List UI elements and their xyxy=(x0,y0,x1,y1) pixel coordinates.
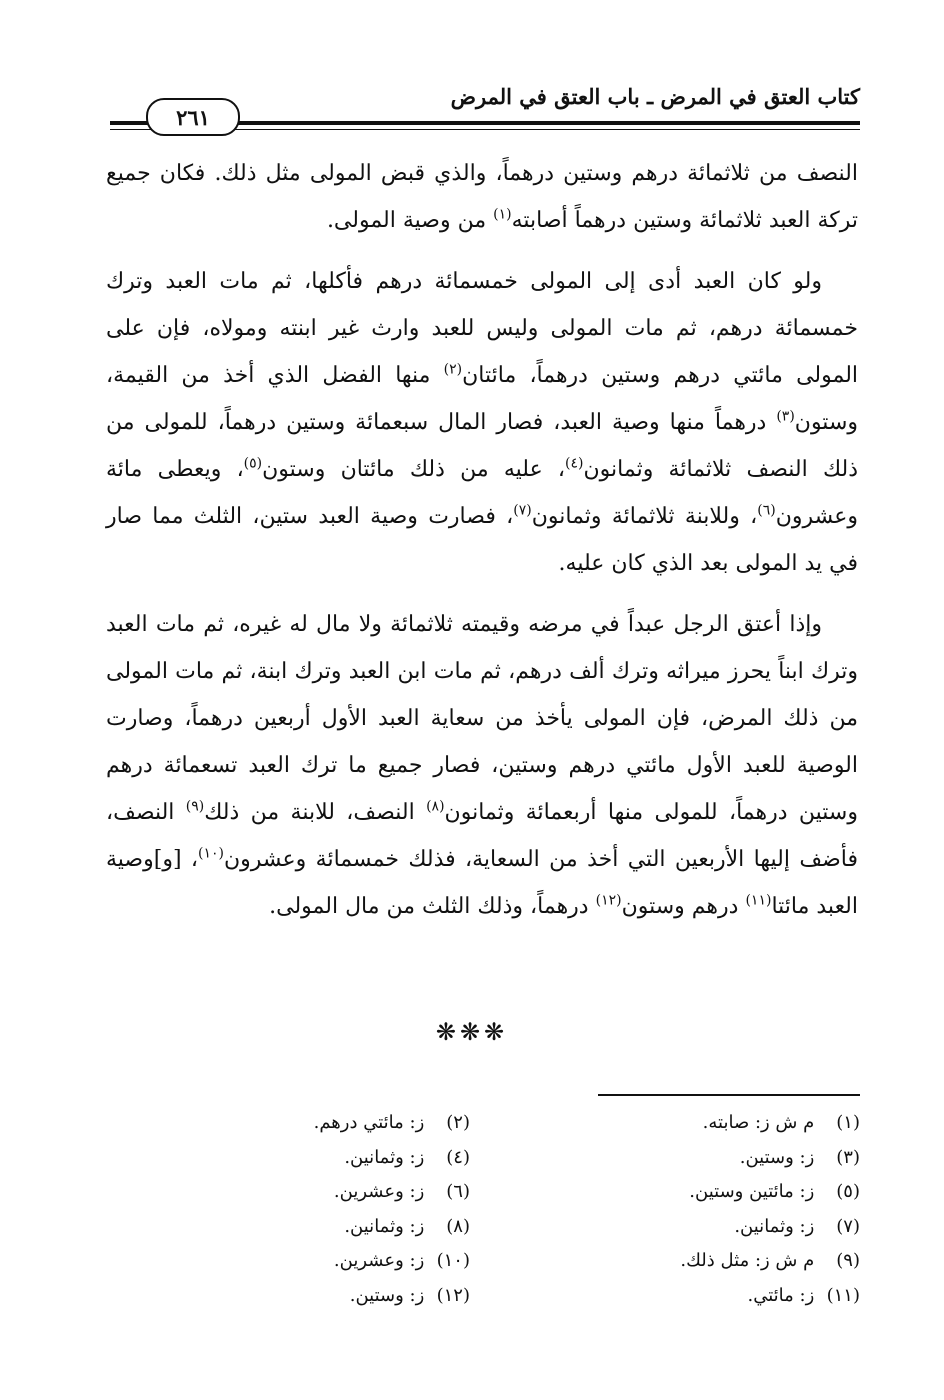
footnote-number: (١٢) xyxy=(436,1284,470,1306)
text-run: ولو كان العبد أدى إلى المولى خمسمائة درهم فأكلها، ثم مات العبد وترك خمسمائة درهم، ثم مات المولى وليس للعبد وارث غير ابنته ومولاه، فإن على المولى مائتي درهم وستين درهماً، مائتان xyxy=(106,269,859,388)
footnote-item xyxy=(150,1175,470,1210)
text-run: درهماً منها وصية العبد، فصار المال سبعمائة وستين درهماً، للمولى من ذلك النصف ثلاثمائة وثمانون xyxy=(106,410,858,482)
paragraph-1 xyxy=(106,150,858,244)
text-run: ، [و]وصية العبد مائتا xyxy=(106,847,858,919)
footnote-rule xyxy=(598,1094,860,1096)
text-run: درهماً، وذلك الثلث من مال المولى. xyxy=(269,894,596,919)
footnote-text: م ش ز: صابته. xyxy=(702,1112,815,1133)
footnote-ref: (٢) xyxy=(443,361,463,378)
footnote-item xyxy=(150,1141,470,1176)
footnote-ref: (٥) xyxy=(243,455,263,472)
footnote-number: (٢) xyxy=(446,1112,470,1133)
paragraph-2 xyxy=(106,258,858,587)
footnote-item xyxy=(150,1279,470,1314)
text-run: النصف من ثلاثمائة درهم وستين درهماً، والذي قبض المولى مثل ذلك. فكان جميع تركة العبد ثلاثمائة وستين درهماً أصابته xyxy=(106,161,858,233)
footnote-item xyxy=(540,1141,860,1176)
footnote-text: ز: وثمانين. xyxy=(344,1215,425,1237)
footnote-ref: (١٢) xyxy=(595,892,622,909)
text-run: من وصية المولى. xyxy=(326,208,494,233)
footnote-number: (٨) xyxy=(446,1215,470,1237)
footnote-number: (٩) xyxy=(836,1250,860,1271)
footnote-number: (١) xyxy=(836,1112,860,1133)
footnote-text: ز: وثمانين. xyxy=(734,1215,815,1237)
footnote-number: (٦) xyxy=(446,1181,470,1202)
text-run: درهم وستون xyxy=(621,894,746,919)
running-title: كتاب العتق في المرض ـ باب العتق في المرض xyxy=(450,84,860,109)
footnote-ref: (٩) xyxy=(185,798,205,815)
footnote-ref: (٤) xyxy=(565,455,584,472)
footnote-number: (١١) xyxy=(826,1284,860,1306)
footnote-item xyxy=(540,1244,860,1279)
footnote-ref: (٨) xyxy=(426,798,445,815)
page-number xyxy=(146,98,240,136)
footnote-item xyxy=(150,1106,470,1141)
footnote-text: ز: وثمانين. xyxy=(344,1146,425,1168)
footnote-number: (٧) xyxy=(836,1215,860,1237)
footnote-item xyxy=(540,1106,860,1141)
footnote-item xyxy=(150,1244,470,1279)
footnote-text: ز: مائتي درهم. xyxy=(313,1112,425,1133)
text-run: ، فصارت وصية العبد ستين، الثلث مما صار في يد المولى بعد الذي كان عليه. xyxy=(106,504,858,576)
paragraph-3 xyxy=(106,601,858,930)
footnote-text: ز: مائتي. xyxy=(747,1284,815,1306)
footnote-item xyxy=(540,1279,860,1314)
text-run: ، وللابنة ثلاثمائة وثمانون xyxy=(531,504,758,529)
body-text xyxy=(106,150,858,930)
footnote-number: (٤) xyxy=(446,1146,470,1168)
text-run: وإذا أعتق الرجل عبداً في مرضه وقيمته ثلاثمائة ولا مال له غيره، ثم مات العبد وترك ابناً يحرز ميراثه وترك ألف درهم، ثم مات ابن العبد وترك ابنة، ثم مات المولى من ذلك المرض، فإن المولى يأخذ من سعاية العبد الأول أربعين درهماً، وصارت الوصية للعبد الأول مائتي درهم وستين، فصار جميع ما ترك العبد تسعمائة درهم وستين درهماً، للمولى منها أربعمائة وثمانون xyxy=(106,612,858,825)
text-run: منها الفضل الذي أخذ من القيمة، وستون xyxy=(106,363,858,435)
footnote-item xyxy=(540,1175,860,1210)
footnote-ref: (٣) xyxy=(776,408,795,425)
footnote-ref: (١١) xyxy=(745,892,772,909)
page-number-text: ٢٦١ xyxy=(176,104,210,130)
footnote-text: ز: وستين. xyxy=(349,1284,425,1306)
footnote-text: م ش ز: مثل ذلك. xyxy=(680,1250,815,1271)
text-run: ، عليه من ذلك مائتان وستون xyxy=(262,457,566,482)
footnote-ref: (٦) xyxy=(757,502,776,519)
footnotes-column-right xyxy=(540,1106,860,1313)
footnote-text: ز: وستين. xyxy=(739,1146,815,1168)
footnote-item xyxy=(540,1210,860,1245)
footnote-text: ز: وعشرين. xyxy=(333,1181,425,1202)
text-run: النصف، للابنة من ذلك xyxy=(204,800,427,825)
footnote-item xyxy=(150,1210,470,1245)
text-run: ، ويعطى مائة وعشرون xyxy=(106,457,858,529)
footnote-text: ز: وعشرين. xyxy=(333,1250,425,1271)
footnotes-column-left xyxy=(150,1106,470,1313)
footnote-number: (٣) xyxy=(836,1146,860,1168)
section-separator-stars: ❋❋❋ xyxy=(435,1018,509,1046)
footnote-ref: (٧) xyxy=(513,502,532,519)
text-run: النصف، فأضف إليها الأربعين التي أخذ من السعاية، فذلك خمسمائة وعشرون xyxy=(106,800,859,872)
footnote-text: ز: مائتين وستين. xyxy=(689,1181,815,1202)
footnote-number: (٥) xyxy=(836,1181,860,1202)
footnote-ref: (١٠) xyxy=(198,845,224,862)
footnote-ref: (١) xyxy=(493,206,512,223)
footnote-number: (١٠) xyxy=(436,1250,470,1271)
